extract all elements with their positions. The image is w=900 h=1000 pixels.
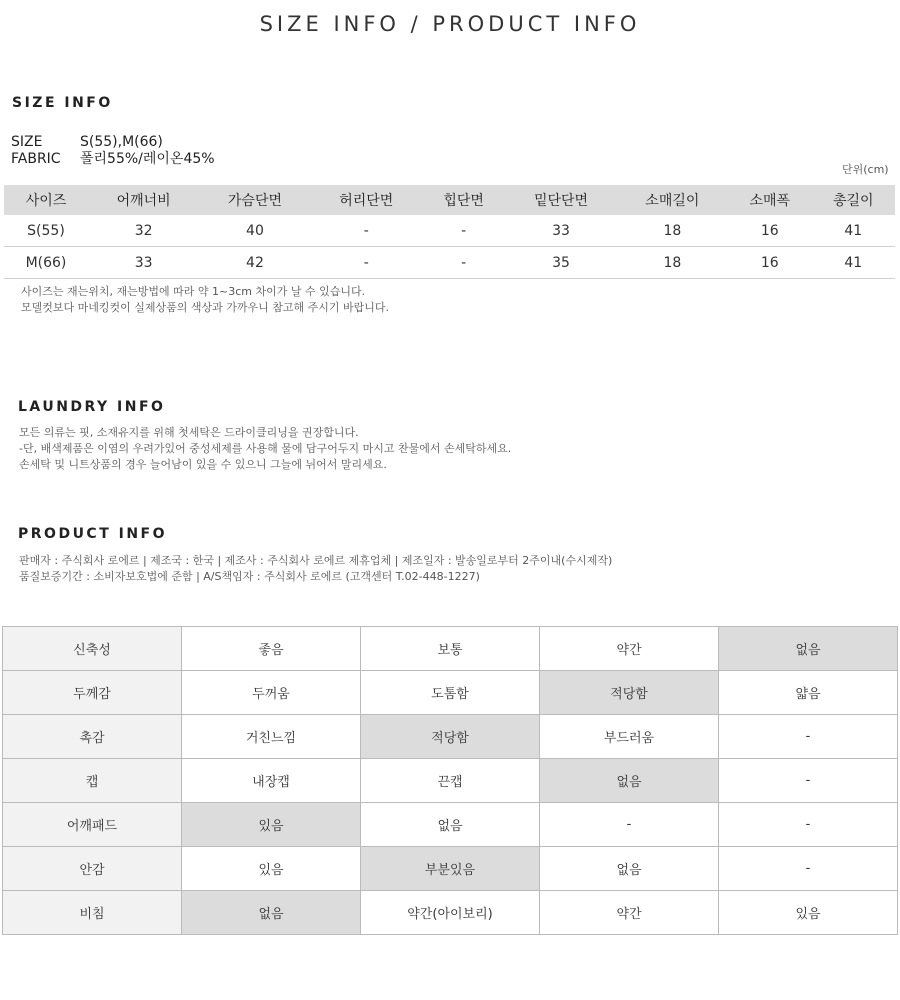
laundry-notes — [19, 425, 511, 473]
size-cell: S(55) — [4, 215, 88, 247]
table-row — [4, 247, 895, 279]
size-cell: 41 — [811, 247, 895, 279]
fabric-row — [11, 151, 215, 168]
page-title: SIZE INFO / PRODUCT INFO — [259, 12, 641, 36]
fabric-option: 약간 — [540, 627, 719, 671]
size-header-cell: 힙단면 — [422, 185, 505, 215]
fabric-option-selected: 적당함 — [540, 671, 719, 715]
fabric-row-label: 안감 — [3, 847, 182, 891]
product-line: 판매자 : 주식회사 로에르 | 제조국 : 한국 | 제조사 : 주식회사 로에르 제휴업체 | 제조일자 : 발송일로부터 2주이내(수시제작) — [19, 554, 613, 567]
fabric-option-selected: 부분있음 — [361, 847, 540, 891]
fabric-option: 거친느낌 — [182, 715, 361, 759]
fabric-row — [3, 671, 898, 715]
fabric-row — [3, 627, 898, 671]
product-line: 품질보증기간 : 소비자보호법에 준함 | A/S책임자 : 주식회사 로에르 (고객센터 T.02-448-1227) — [19, 570, 480, 583]
size-cell: - — [422, 215, 505, 247]
size-notes — [21, 284, 389, 316]
fabric-row — [3, 803, 898, 847]
size-table-header — [4, 185, 895, 215]
fabric-option: 있음 — [182, 847, 361, 891]
fabric-row-label: 두께감 — [3, 671, 182, 715]
size-cell: 33 — [88, 247, 199, 279]
fabric-option: 끈캡 — [361, 759, 540, 803]
fabric-row-label: 촉감 — [3, 715, 182, 759]
size-header-cell: 소매폭 — [728, 185, 811, 215]
size-note-line: 모델컷보다 마네킹컷이 실제상품의 색상과 가까우니 참고해 주시기 바랍니다. — [21, 301, 390, 314]
fabric-row-label: 신축성 — [3, 627, 182, 671]
size-cell: 41 — [811, 215, 895, 247]
table-row — [4, 215, 895, 247]
size-cell: 18 — [617, 247, 728, 279]
fabric-option: - — [719, 847, 898, 891]
fabric-option: 내장캡 — [182, 759, 361, 803]
fabric-row-label: 비침 — [3, 891, 182, 935]
fabric-option: - — [719, 803, 898, 847]
size-cell: M(66) — [4, 247, 88, 279]
size-cell: 18 — [617, 215, 728, 247]
size-cell: 16 — [728, 215, 811, 247]
size-spec — [11, 134, 215, 168]
size-header-cell: 가슴단면 — [199, 185, 310, 215]
fabric-row-label: 어깨패드 — [3, 803, 182, 847]
fabric-option: 없음 — [361, 803, 540, 847]
size-note-line: 사이즈는 재는위치, 재는방법에 따라 약 1~3cm 차이가 날 수 있습니다. — [21, 285, 366, 298]
size-cell: - — [422, 247, 505, 279]
size-cell: 33 — [505, 215, 616, 247]
fabric-option: 없음 — [540, 847, 719, 891]
fabric-option-selected: 없음 — [182, 891, 361, 935]
fabric-row — [3, 847, 898, 891]
fabric-row — [3, 715, 898, 759]
fabric-option: 약간 — [540, 891, 719, 935]
fabric-option: - — [719, 715, 898, 759]
laundry-line: -단, 배색제품은 이염의 우려가있어 중성세제를 사용해 물에 담구어두지 마시고 찬물에서 손세탁하세요. — [19, 442, 512, 455]
size-cell: 16 — [728, 247, 811, 279]
size-cell: 35 — [505, 247, 616, 279]
fabric-option: 보통 — [361, 627, 540, 671]
size-label: SIZE — [11, 134, 43, 150]
size-row — [11, 134, 215, 151]
fabric-option: 부드러움 — [540, 715, 719, 759]
size-info-title: SIZE INFO — [12, 95, 113, 111]
laundry-line: 손세탁 및 니트상품의 경우 늘어남이 있을 수 있으니 그늘에 뉘어서 말리세요. — [19, 458, 387, 471]
fabric-option: - — [540, 803, 719, 847]
fabric-option: 있음 — [719, 891, 898, 935]
size-header-cell: 어깨너비 — [88, 185, 199, 215]
fabric-row-label: 캡 — [3, 759, 182, 803]
fabric-option: 약간(아이보리) — [361, 891, 540, 935]
size-cell: 40 — [199, 215, 310, 247]
product-notes — [19, 553, 612, 585]
fabric-option-selected: 없음 — [540, 759, 719, 803]
size-cell: - — [311, 215, 422, 247]
fabric-option-selected: 있음 — [182, 803, 361, 847]
fabric-row — [3, 891, 898, 935]
size-table — [4, 185, 895, 279]
fabric-row — [3, 759, 898, 803]
laundry-line: 모든 의류는 핏, 소재유지를 위해 첫세탁은 드라이클리닝을 권장합니다. — [19, 426, 359, 439]
size-header-cell: 밑단단면 — [505, 185, 616, 215]
size-cell: 42 — [199, 247, 310, 279]
size-header-cell: 허리단면 — [311, 185, 422, 215]
fabric-option-selected: 적당함 — [361, 715, 540, 759]
fabric-option: 얇음 — [719, 671, 898, 715]
fabric-option: 좋음 — [182, 627, 361, 671]
fabric-option-selected: 없음 — [719, 627, 898, 671]
fabric-label: FABRIC — [11, 151, 61, 167]
size-cell: - — [311, 247, 422, 279]
size-cell: 32 — [88, 215, 199, 247]
fabric-property-table — [2, 626, 898, 935]
size-header-cell: 사이즈 — [4, 185, 88, 215]
laundry-info-title: LAUNDRY INFO — [18, 399, 166, 415]
fabric-option: 두꺼움 — [182, 671, 361, 715]
fabric-option: - — [719, 759, 898, 803]
size-header-cell: 소매길이 — [617, 185, 728, 215]
size-value: S(55),M(66) — [80, 134, 163, 150]
fabric-value: 폴리55%/레이온45% — [80, 151, 215, 167]
product-info-title: PRODUCT INFO — [18, 526, 168, 542]
unit-label: 단위(cm) — [842, 163, 889, 176]
size-header-cell: 총길이 — [811, 185, 895, 215]
fabric-option: 도톰함 — [361, 671, 540, 715]
